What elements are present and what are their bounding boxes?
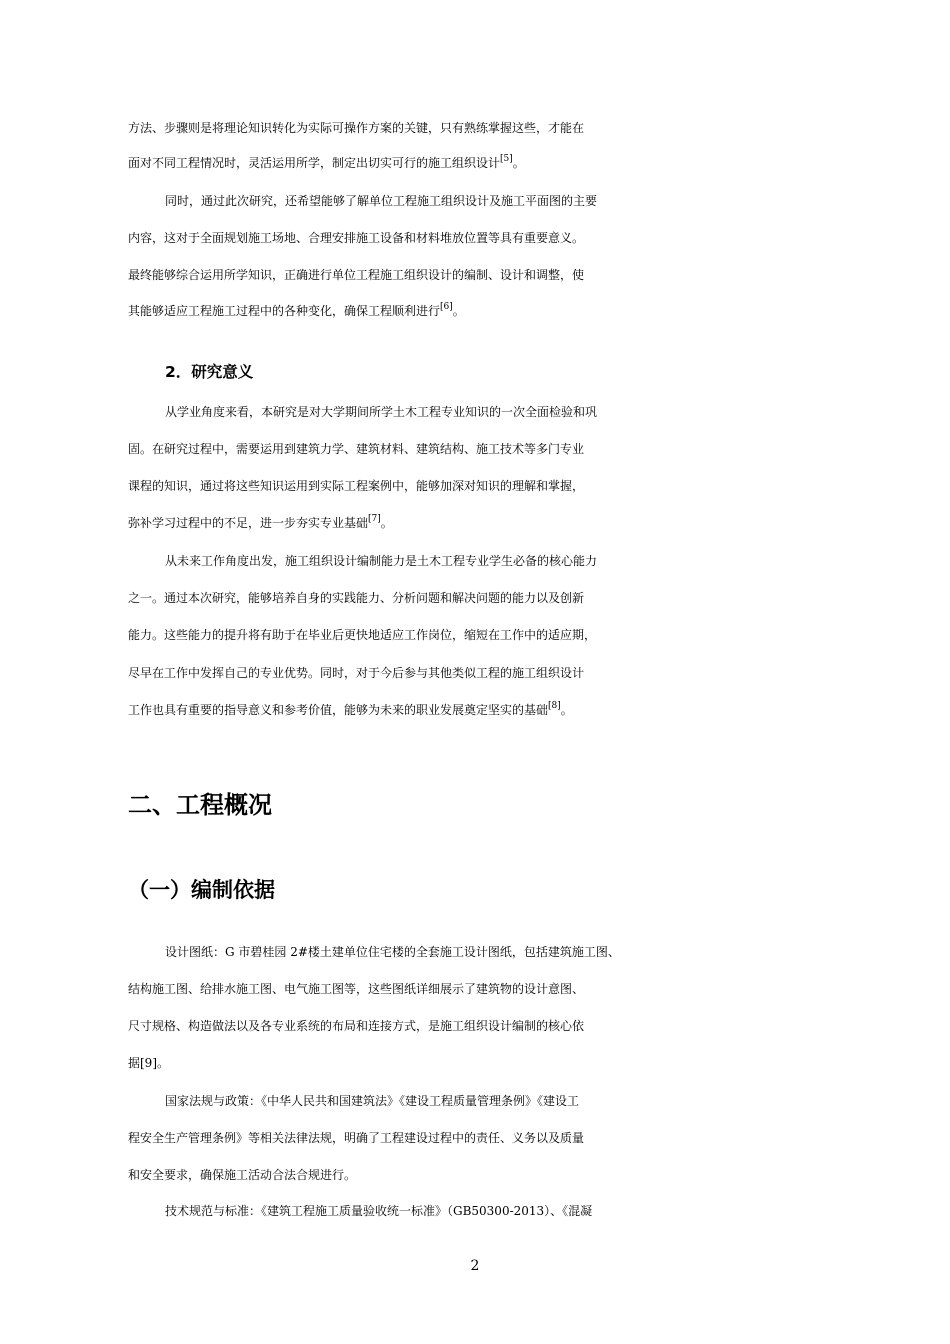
section-heading: 二、工程概况 — [128, 791, 272, 819]
subsection-heading: 2．研究意义 — [165, 363, 254, 381]
citation-ref[interactable]: [7] — [368, 514, 381, 524]
paragraph-line: 从学业角度来看，本研究是对大学期间所学土木工程专业知识的一次全面检验和巩 — [165, 405, 598, 419]
paragraph-line: 设计图纸：G 市碧桂园 2#楼土建单位住宅楼的全套施工设计图纸，包括建筑施工图、 — [165, 945, 620, 959]
paragraph-line: 尺寸规格、构造做法以及各专业系统的布局和连接方式，是施工组织设计编制的核心依 — [128, 1019, 585, 1033]
paragraph-line: 国家法规与政策：《中华人民共和国建筑法》《建设工程质量管理条例》《建设工 — [165, 1094, 580, 1108]
paragraph-line: 其能够适应工程施工过程中的各种变化，确保工程顺利进行[6]。 — [128, 302, 465, 318]
paragraph-line: 工作也具有重要的指导意义和参考价值，能够为未来的职业发展奠定坚实的基础[8]。 — [128, 701, 573, 717]
citation-ref[interactable]: [6] — [440, 302, 453, 312]
section-subheading: （一）编制依据 — [128, 878, 275, 902]
paragraph-line: 弥补学习过程中的不足，进一步夯实专业基础[7]。 — [128, 514, 393, 530]
citation-ref[interactable]: [5] — [500, 154, 513, 164]
paragraph-line: 同时，通过此次研究，还希望能够了解单位工程施工组织设计及施工平面图的主要 — [165, 194, 598, 208]
paragraph-line: 从未来工作角度出发，施工组织设计编制能力是土木工程专业学生必备的核心能力 — [165, 554, 598, 568]
paragraph-line: 面对不同工程情况时，灵活运用所学，制定出切实可行的施工组织设计[5]。 — [128, 154, 525, 170]
paragraph-line: 尽早在工作中发挥自己的专业优势。同时，对于今后参与其他类似工程的施工组织设计 — [128, 666, 585, 680]
paragraph-line: 结构施工图、给排水施工图、电气施工图等，这些图纸详细展示了建筑物的设计意图、 — [128, 982, 585, 996]
paragraph-line: 最终能够综合运用所学知识，正确进行单位工程施工组织设计的编制、设计和调整，使 — [128, 268, 585, 282]
paragraph-line: 课程的知识，通过将这些知识运用到实际工程案例中，能够加深对知识的理解和掌握， — [128, 479, 585, 493]
paragraph-line: 程安全生产管理条例》等相关法律法规，明确了工程建设过程中的责任、义务以及质量 — [128, 1131, 585, 1145]
paragraph-line: 技术规范与标准：《建筑工程施工质量验收统一标准》（GB50300-2013）、《混凝 — [165, 1204, 593, 1218]
paragraph-line: 和安全要求，确保施工活动合法合规进行。 — [128, 1168, 357, 1182]
paragraph-line: 方法、步骤则是将理论知识转化为实际可操作方案的关键，只有熟练掌握这些，才能在 — [128, 121, 585, 135]
citation-ref[interactable]: [8] — [548, 701, 561, 711]
paragraph-line: 内容，这对于全面规划施工场地、合理安排施工设备和材料堆放位置等具有重要意义。 — [128, 231, 585, 245]
paragraph-line: 之一。通过本次研究，能够培养自身的实践能力、分析问题和解决问题的能力以及创新 — [128, 591, 585, 605]
paragraph-line: 固。在研究过程中，需要运用到建筑力学、建筑材料、建筑结构、施工技术等多门专业 — [128, 442, 585, 456]
paragraph-line: 能力。这些能力的提升将有助于在毕业后更快地适应工作岗位，缩短在工作中的适应期， — [128, 628, 597, 642]
paragraph-line: 据[9]。 — [128, 1056, 169, 1070]
page-number: 2 — [470, 1258, 480, 1274]
